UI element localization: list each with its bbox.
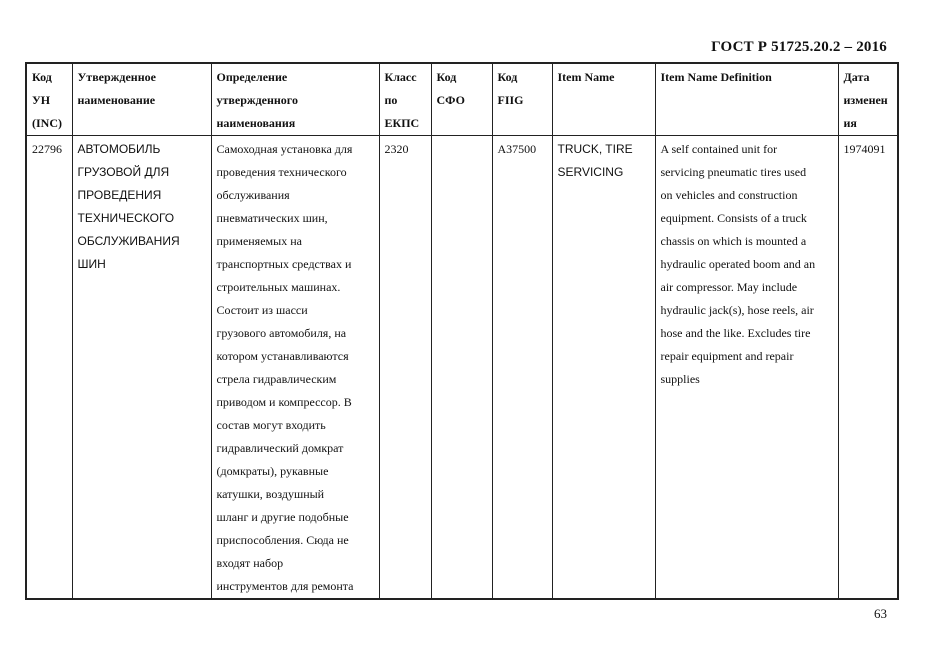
text-line: АВТОМОБИЛЬ	[77, 142, 161, 156]
text-line: гидравлический домкрат	[216, 441, 344, 455]
col-header-code-un	[26, 63, 72, 136]
text-line: грузового автомобиля, на	[216, 326, 347, 340]
col-header-change-date	[838, 63, 898, 136]
col-header-item-name-definition	[655, 63, 838, 136]
text-line: Состоит из шасси	[216, 303, 308, 317]
text-line: обслуживания	[216, 188, 290, 202]
text-line: входят набор	[216, 556, 284, 570]
cell-class-ekps: 2320	[379, 136, 431, 600]
cell-item-name	[552, 136, 655, 600]
text-line: по	[384, 93, 398, 107]
text-line: строительных машинах.	[216, 280, 341, 294]
cell-definition	[211, 136, 379, 600]
cell-code-sfo	[431, 136, 492, 600]
text-line: приводом и компрессор. В	[216, 395, 352, 409]
text-line: air compressor. May include	[660, 280, 798, 294]
text-line: стрела гидравлическим	[216, 372, 337, 386]
text-line: ЕКПС	[384, 116, 420, 130]
page-number: 63	[874, 606, 887, 621]
table-row	[26, 136, 898, 600]
text-line: СФО	[436, 93, 465, 107]
text-line: supplies	[660, 372, 700, 386]
cell-change-date: 1974091	[838, 136, 898, 600]
text-line: Item Name	[557, 70, 615, 84]
cell-code-un: 22796	[26, 136, 72, 600]
text-line: (домкраты), рукавные	[216, 464, 329, 478]
text-line: ПРОВЕДЕНИЯ	[77, 188, 162, 202]
text-line: применяемых на	[216, 234, 302, 248]
text-line: on vehicles and construction	[660, 188, 798, 202]
text-line: hydraulic operated boom and an	[660, 257, 816, 271]
col-header-code-fiig	[492, 63, 552, 136]
text-line: катушки, воздушный	[216, 487, 325, 501]
text-line: котором устанавливаются	[216, 349, 349, 363]
cell-item-name-definition	[655, 136, 838, 600]
text-line: ия	[843, 116, 857, 130]
text-line: Код	[32, 70, 52, 84]
document-code: ГОСТ Р 51725.20.2 – 2016	[711, 39, 887, 55]
text-line: транспортных средствах и	[216, 257, 352, 271]
text-line: ТЕХНИЧЕСКОГО	[77, 211, 175, 225]
text-line: ШИН	[77, 257, 106, 271]
text-line: A self contained unit for	[660, 142, 778, 156]
text-line: утвержденного	[216, 93, 298, 107]
text-line: FIIG	[497, 93, 524, 107]
text-line: приспособления. Сюда не	[216, 533, 349, 547]
col-header-approved-name	[72, 63, 211, 136]
text-line: Утвержденное	[77, 70, 156, 84]
col-header-item-name	[552, 63, 655, 136]
text-line: (INC)	[32, 116, 62, 130]
col-header-definition	[211, 63, 379, 136]
col-header-code-sfo	[431, 63, 492, 136]
cell-code-fiig: A37500	[492, 136, 552, 600]
text-line: Код	[497, 70, 518, 84]
cell-approved-name	[72, 136, 211, 600]
text-line: наименования	[216, 116, 296, 130]
text-line: состав могут входить	[216, 418, 326, 432]
text-line: TRUCK, TIRE	[557, 142, 633, 156]
text-line: инструментов для ремонта	[216, 579, 354, 593]
text-line: наименование	[77, 93, 156, 107]
text-line: УН	[32, 93, 51, 107]
text-line: Дата	[843, 70, 870, 84]
text-line: пневматических шин,	[216, 211, 328, 225]
text-line: ОБСЛУЖИВАНИЯ	[77, 234, 180, 248]
text-line: chassis on which is mounted a	[660, 234, 807, 248]
text-line: Самоходная установка для	[216, 142, 353, 156]
text-line: Item Name Definition	[660, 70, 772, 84]
text-line: servicing pneumatic tires used	[660, 165, 807, 179]
text-line: hydraulic jack(s), hose reels, air	[660, 303, 814, 317]
catalog-table	[25, 62, 899, 600]
text-line: ГРУЗОВОЙ ДЛЯ	[77, 165, 170, 179]
text-line: Класс	[384, 70, 417, 84]
text-line: Определение	[216, 70, 288, 84]
table-header-row	[26, 63, 898, 136]
text-line: шланг и другие подобные	[216, 510, 349, 524]
text-line: SERVICING	[557, 165, 624, 179]
text-line: Код	[436, 70, 457, 84]
text-line: repair equipment and repair	[660, 349, 794, 363]
text-line: hose and the like. Excludes tire	[660, 326, 811, 340]
col-header-class-ekps	[379, 63, 431, 136]
text-line: изменен	[843, 93, 888, 107]
text-line: проведения технического	[216, 165, 347, 179]
text-line: equipment. Consists of a truck	[660, 211, 807, 225]
